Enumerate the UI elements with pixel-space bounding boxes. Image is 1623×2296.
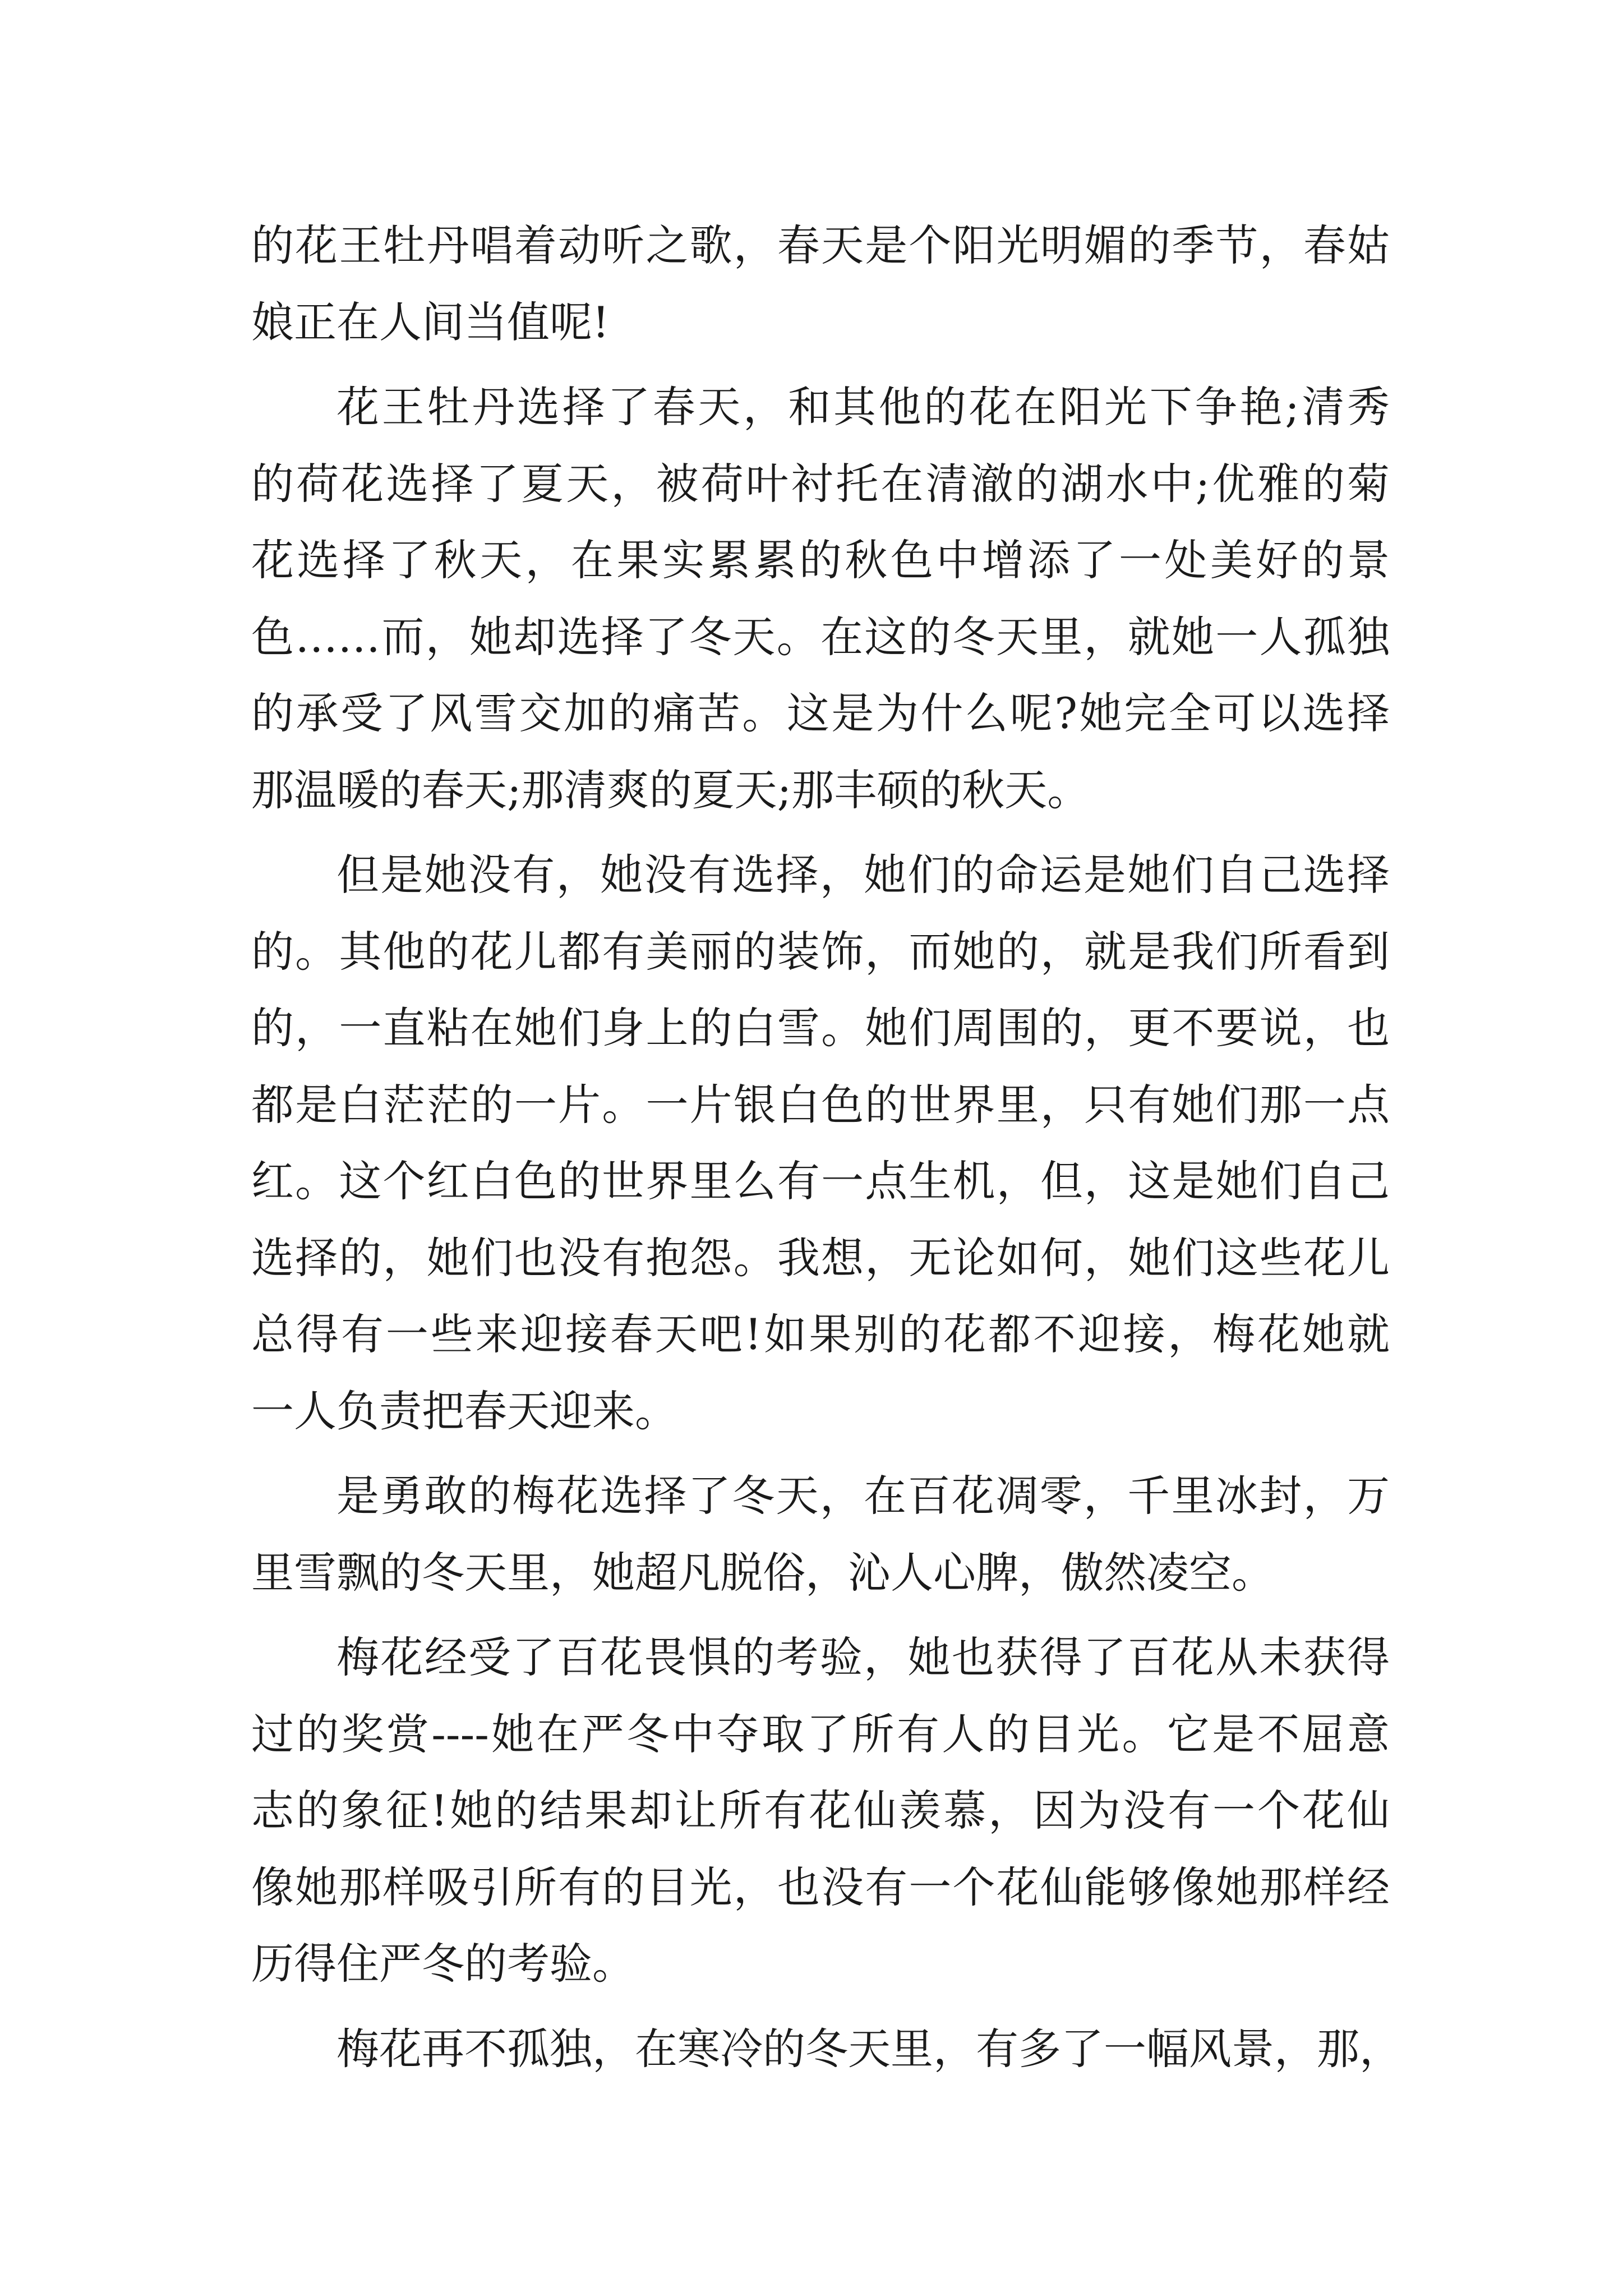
paragraph-gap bbox=[251, 829, 1390, 837]
text-line: 过的奖赏----她在严冬中夺取了所有人的目光。它是不屈意 bbox=[251, 1709, 1390, 1759]
body-text bbox=[251, 208, 1402, 2087]
text-line: 的，一直粘在她们身上的白雪。她们周围的，更不要说，也 bbox=[251, 1003, 1390, 1053]
text-line: 是勇敢的梅花选择了冬天，在百花凋零，千里冰封，万 bbox=[336, 1471, 1390, 1521]
paragraph bbox=[251, 2011, 1402, 2088]
text-line: 色……而，她却选择了冬天。在这的冬天里，就她一人孤独 bbox=[251, 611, 1390, 662]
text-line: 娘正在人间当值呢! bbox=[251, 297, 610, 347]
text-line: 红。这个红白色的世界里么有一点生机，但，这是她们自己 bbox=[251, 1156, 1390, 1206]
paragraph-gap bbox=[251, 1450, 1390, 1458]
text-line: 总得有一些来迎接春天吧!如果别的花都不迎接，梅花她就 bbox=[251, 1309, 1390, 1359]
text-line: 像她那样吸引所有的目光，也没有一个花仙能够像她那样经 bbox=[251, 1862, 1390, 1912]
paragraph-gap bbox=[251, 1611, 1390, 1619]
text-line: 梅花再不孤独，在寒冷的冬天里，有多了一幅风景，那， bbox=[336, 2023, 1402, 2074]
text-line: 花王牡丹选择了春天，和其他的花在阳光下争艳;清秀 bbox=[336, 382, 1390, 432]
paragraph-gap bbox=[251, 2003, 1390, 2011]
text-line: 的承受了风雪交加的痛苦。这是为什么呢?她完全可以选择 bbox=[251, 688, 1390, 738]
text-line: 但是她没有，她没有选择，她们的命运是她们自己选择 bbox=[336, 850, 1390, 900]
text-line: 的荷花选择了夏天，被荷叶衬托在清澈的湖水中;优雅的菊 bbox=[251, 458, 1390, 509]
text-line: 的。其他的花儿都有美丽的装饰，而她的，就是我们所看到 bbox=[251, 926, 1390, 977]
text-line: 志的象征!她的结果却让所有花仙羡慕，因为没有一个花仙 bbox=[251, 1786, 1390, 1835]
text-line: 花选择了秋天，在果实累累的秋色中增添了一处美好的景 bbox=[251, 535, 1390, 585]
paragraph bbox=[251, 1458, 1390, 1611]
paragraph bbox=[251, 369, 1390, 829]
text-line: 那温暖的春天;那清爽的夏天;那丰硕的秋天。 bbox=[251, 765, 1090, 815]
paragraph-gap bbox=[251, 361, 1390, 369]
paragraph bbox=[251, 1619, 1390, 2003]
text-line: 都是白茫茫的一片。一片银白色的世界里，只有她们那一点 bbox=[251, 1079, 1390, 1130]
text-line: 历得住严冬的考验。 bbox=[251, 1939, 635, 1989]
text-line: 选择的，她们也没有抱怨。我想，无论如何，她们这些花儿 bbox=[251, 1232, 1390, 1283]
text-line: 一人负责把春天迎来。 bbox=[251, 1386, 677, 1436]
paragraph bbox=[251, 837, 1390, 1450]
text-line: 的花王牡丹唱着动听之歌，春天是个阳光明媚的季节，春姑 bbox=[251, 220, 1390, 270]
text-line: 梅花经受了百花畏惧的考验，她也获得了百花从未获得 bbox=[336, 1632, 1390, 1682]
text-line: 里雪飘的冬天里，她超凡脱俗，沁人心脾，傲然凌空。 bbox=[251, 1547, 1274, 1598]
paragraph bbox=[251, 208, 1390, 361]
